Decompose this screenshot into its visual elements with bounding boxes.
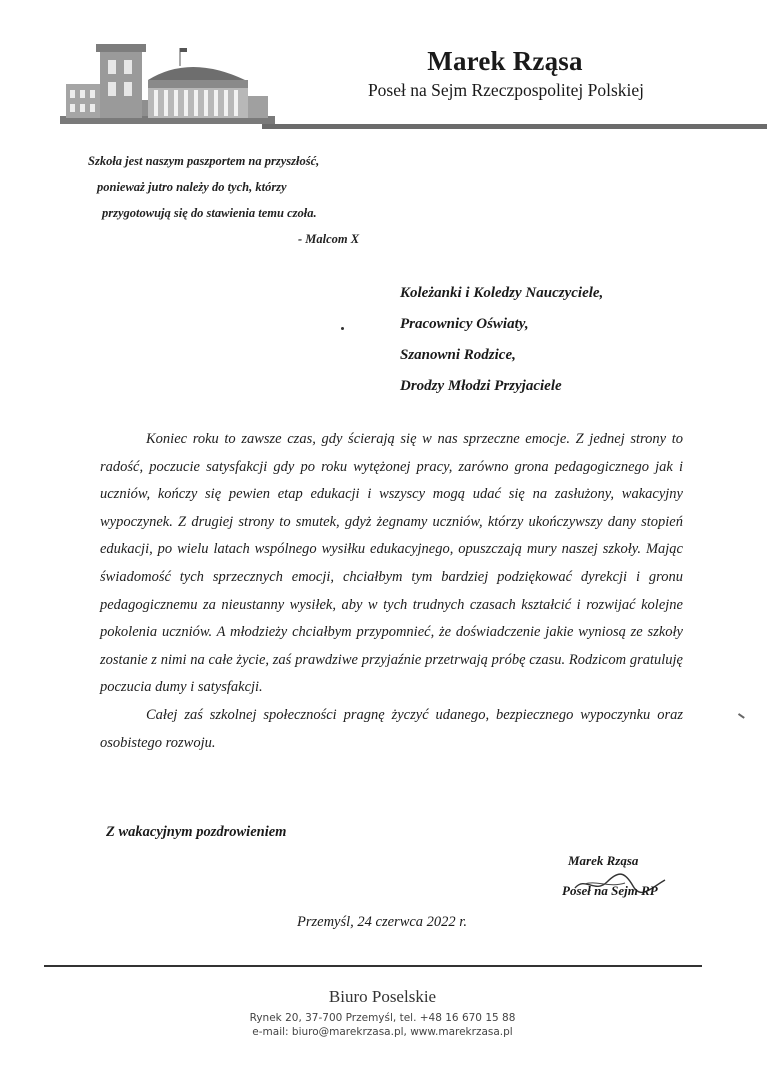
body-paragraph: Koniec roku to zawsze czas, gdy ścierają się w nas sprzeczne emocje. Z jednej strony to radość, poczucie satysfakcji gdy po roku wytężonej pracy, zarówno grona pedagogicznego jak i uczniów, kończy się pewien etap edukacji i wszyscy mogą udać się na zasłużony, wakacyjny wypoczynek. Z drugiej strony to smutek, gdyż żegnamy uczniów, którzy ukończywszy dany stopień edukacji, po wielu latach wspólnego wysiłku edukacyjnego, opuszczają mury naszej szkoły. Mając świadomość tych sprzecznych emocji, chciałbym tym bardziej podziękować dyrekcji i gronu pedagogicznemu za nieustanny wysiłek, aby w tych trudnych czasach kształcić i rozwijać kolejne pokolenia uczniów. A młodzieży chciałbym przypomnieć, że doświadczenie jakie wyniosą ze szkoły zostanie z nimi na całe życie, zaś prawdziwe przyjaźnie przetrwają próbę czasu. Rodzicom gratuluję poczucia dumy i satysfakcji.: [100, 431, 683, 696]
epigraph-quote: [88, 148, 378, 252]
greeting-line: Pracownicy Oświaty,: [400, 316, 529, 332]
body-paragraph: Całej zaś szkolnej społeczności pragnę życzyć udanego, bezpiecznego wypoczynku oraz osobistego rozwoju.: [100, 706, 683, 751]
greeting-line: Koleżanki i Koledzy Nauczyciele,: [400, 285, 604, 301]
signature-title: Poseł na Sejm RP: [562, 883, 658, 898]
quote-line: przygotowują się do stawienia temu czoła.: [102, 206, 317, 220]
header-rule: [262, 124, 767, 129]
letter-body: [100, 426, 683, 757]
scan-speck: [341, 327, 344, 330]
greeting-line: Szanowni Rodzice,: [400, 347, 516, 363]
author-name: Marek Rząsa: [427, 46, 583, 76]
office-address: Rynek 20, 37-700 Przemyśl, tel. +48 16 670 15 88: [249, 1012, 516, 1024]
scan-mark: [738, 713, 745, 718]
office-title: Biuro Poselskie: [328, 987, 437, 1006]
closing-line: Z wakacyjnym pozdrowieniem: [106, 824, 287, 840]
greeting-line: Drodzy Młodzi Przyjaciele: [400, 378, 562, 394]
quote-author: - Malcom X: [298, 232, 360, 246]
signature-name: Marek Rząsa: [568, 853, 639, 868]
quote-line: ponieważ jutro należy do tych, którzy: [97, 180, 287, 194]
place-date: Przemyśl, 24 czerwca 2022 r.: [297, 914, 467, 930]
quote-line: Szkoła jest naszym paszportem na przyszłość,: [88, 154, 320, 168]
greeting-block: [400, 278, 720, 402]
sejm-building-icon: [60, 40, 275, 130]
office-contact: e-mail: biuro@marekrzasa.pl, www.marekrzasa.pl: [252, 1026, 513, 1038]
author-title: Poseł na Sejm Rzeczpospolitej Polskiej: [367, 80, 645, 100]
footer-rule: [44, 965, 702, 967]
